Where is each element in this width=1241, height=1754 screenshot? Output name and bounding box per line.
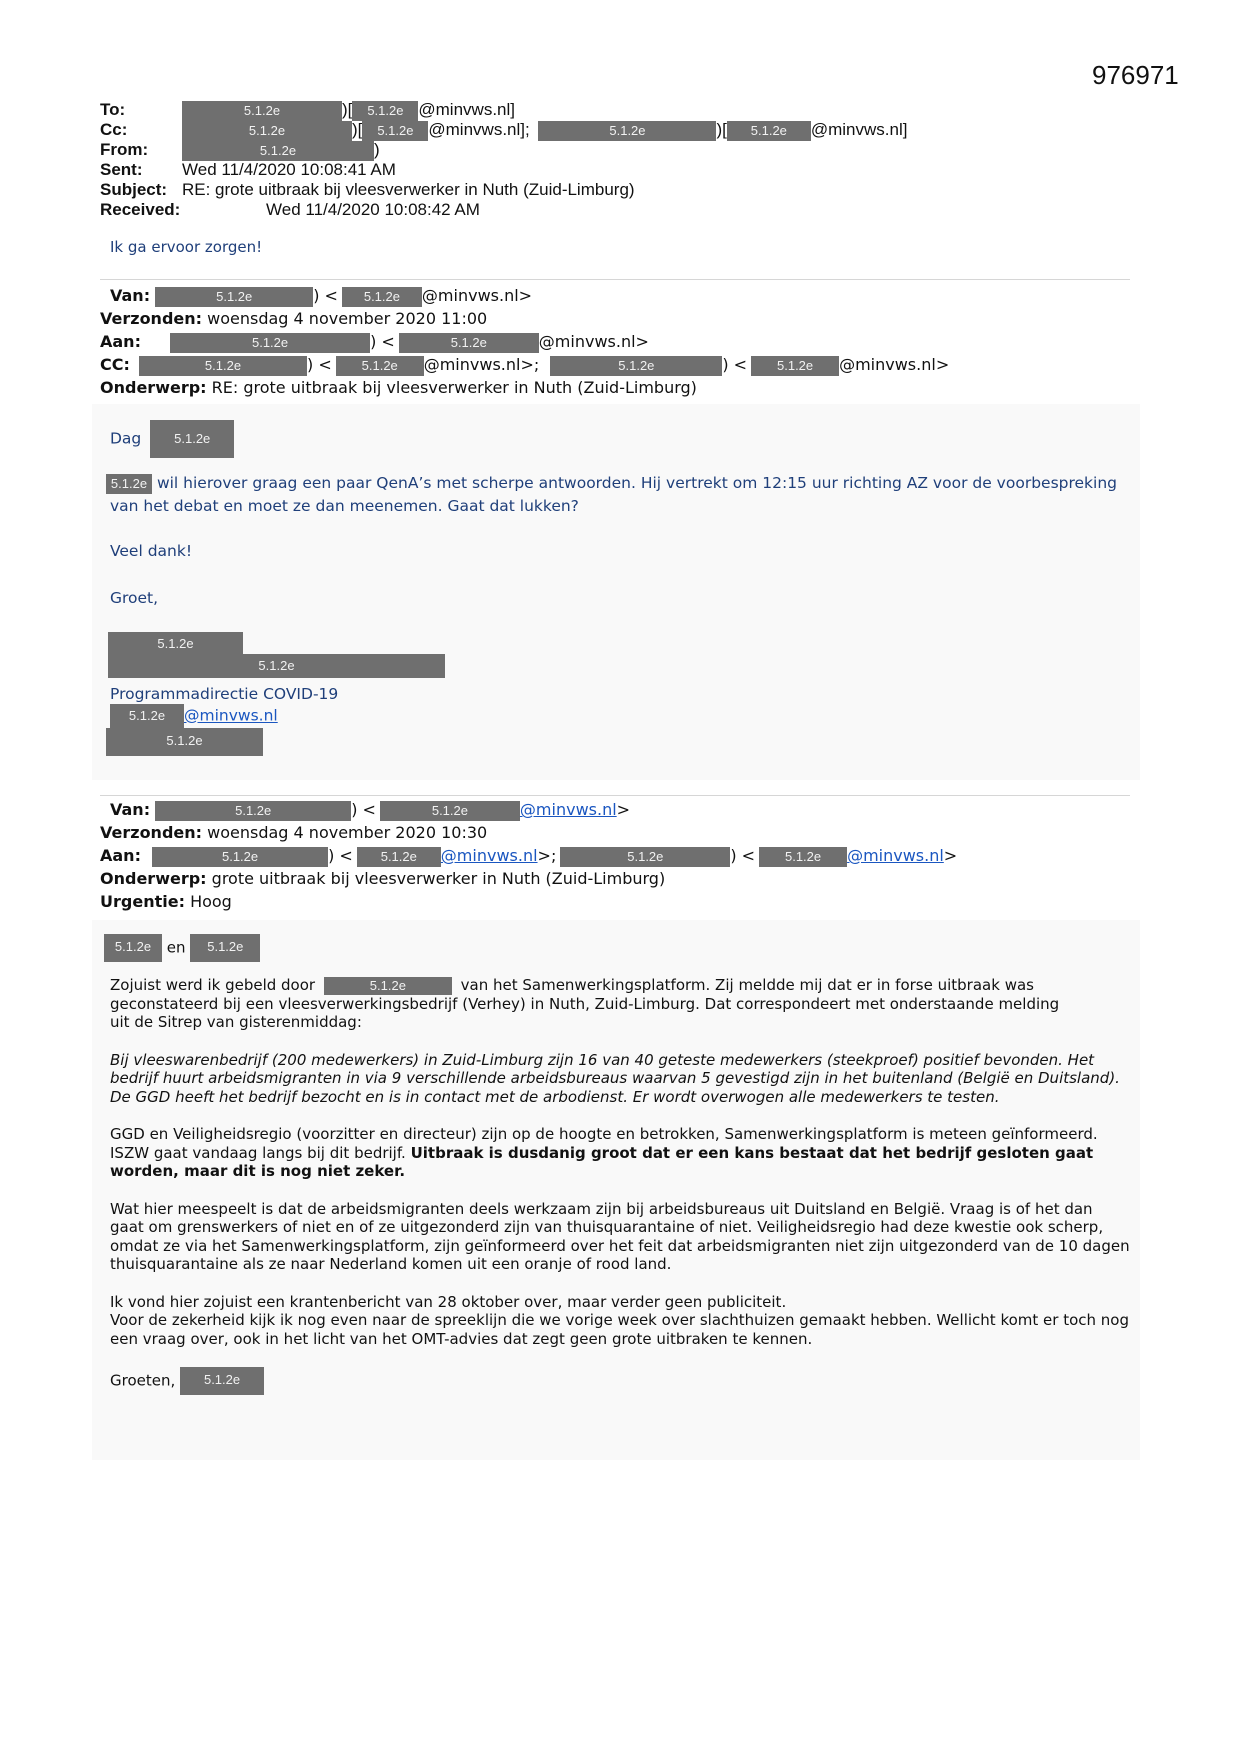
department-line: Programmadirectie COVID-19 <box>110 685 339 703</box>
paragraph-migrants: Wat hier meespeelt is dat de arbeidsmigranten deels werkzaam zijn bij arbeidsbureaus uit Duitsland en België. Vraag is of het dan gaat om grenswerkers of niet en of ze uitgezonderd zijn van thuisquarantaine of niet. Veiligheidsregio had deze kwestie ook scherp, omdat ze via het Samenwerkingsplatform, zijn geïnformeerd over het feit dat arbeidsmigranten niet zijn uitgezonderd van de 10 dagen thuisquarantaine als ze naar Nederland komen uit een oranje of rood land. <box>110 1199 1130 1273</box>
email-link[interactable]: @minvws.nl <box>184 706 278 725</box>
redaction: 5.1.2e <box>751 356 839 376</box>
signature-title-redaction: 5.1.2e <box>108 654 445 678</box>
redaction: 5.1.2e <box>324 977 452 995</box>
redaction: 5.1.2e <box>155 287 313 307</box>
subject-label: Subject: <box>100 180 168 199</box>
from-label: From: <box>100 140 149 159</box>
redaction: 5.1.2e <box>342 287 422 307</box>
document-number: 976971 <box>1092 60 1179 90</box>
redaction: 5.1.2e <box>560 847 730 867</box>
redaction: 5.1.2e <box>759 847 847 867</box>
urgentie-row: Urgentie: Hoog <box>100 892 232 911</box>
verzonden-row: Verzonden: woensdag 4 november 2020 11:00 <box>100 309 488 328</box>
to-label: To: <box>100 100 126 119</box>
separator <box>100 279 1130 280</box>
redaction: 5.1.2e <box>538 121 716 141</box>
request-line-2: van het debat en moet ze dan meenemen. Gaat dat lukken? <box>110 497 579 515</box>
redaction: 5.1.2e <box>380 801 520 821</box>
aan-row-3: Aan: 5.1.2e ) < 5.1.2e @minvws.nl>; 5.1.2e ) < 5.1.2e @minvws.nl> <box>100 846 958 865</box>
received-value: Wed 11/4/2020 10:08:42 AM <box>266 200 480 219</box>
onderwerp-row: Onderwerp: RE: grote uitbraak bij vleesverwerker in Nuth (Zuid-Limburg) <box>100 378 697 397</box>
redaction: 5.1.2e <box>170 333 370 353</box>
redaction: 5.1.2e <box>180 1367 264 1395</box>
redaction: 5.1.2e <box>139 356 307 376</box>
reply-text: Ik ga ervoor zorgen! <box>110 238 263 256</box>
message-body-text <box>110 976 1130 1414</box>
aan-row: Aan: 5.1.2e ) < 5.1.2e @minvws.nl> <box>100 332 649 351</box>
request-line-1: 5.1.2e wil hierover graag een paar QenA’s met scherpe antwoorden. Hij vertrekt om 12:15 uur richting AZ voor de voorbespreking <box>106 472 1117 495</box>
greeting-line: Dag 5.1.2e <box>110 420 234 458</box>
redaction: 5.1.2e <box>362 121 428 141</box>
redaction: 5.1.2e <box>550 356 722 376</box>
signature-name-redaction: 5.1.2e <box>108 632 243 656</box>
thanks-line: Veel dank! <box>110 542 193 560</box>
phone-redaction: 5.1.2e <box>106 728 263 756</box>
redaction: 5.1.2e <box>150 420 234 458</box>
redaction: 5.1.2e <box>182 141 374 161</box>
van-row: Van: 5.1.2e ) < 5.1.2e @minvws.nl> <box>110 286 533 305</box>
paragraph-press: Ik vond hier zojuist een krantenbericht van 28 oktober over, maar verder geen publiciteit. Voor de zekerheid kijk ik nog even naar de spreeklijn die we vorige week over slachthuizen gemaakt hebben. Wellicht komt er toch nog een vraag over, ook in het licht van het OMT-advies dat zegt geen grote uitbraken te kennen. <box>110 1292 1129 1348</box>
email-header-3 <box>100 798 957 913</box>
redaction: 5.1.2e <box>399 333 539 353</box>
sent-value: Wed 11/4/2020 10:08:41 AM <box>182 160 396 179</box>
paragraph-status: GGD en Veiligheidsregio (voorzitter en directeur) zijn op de hoogte en betrokken, Samenwerkingsplatform is meteen geïnformeerd. ISZW gaat vandaag langs bij dit bedrijf. Uitbraak is dusdanig groot dat er een kans bestaat dat het bedrijf gesloten gaat worden, maar dit is nog niet zeker. <box>110 1125 1098 1180</box>
redaction: 5.1.2e <box>152 847 328 867</box>
received-label: Received: <box>100 200 181 219</box>
paragraph-sitrep: Bij vleeswarenbedrijf (200 medewerkers) in Zuid-Limburg zijn 16 van 40 geteste medewerkers (steekproef) positief bevonden. Het bedrijf huurt arbeidsmigranten in via 9 verschillende arbeidsbureaus waarvan 5 gevestigd zijn in het buitenland (België en Duitsland). De GGD heeft het bedrijf bezocht en is in contact met de arbodienst. Er wordt overwogen alle medewerkers te testen. <box>110 1050 1120 1106</box>
cc-label: Cc: <box>100 120 128 139</box>
regards-line: Groet, <box>110 589 159 607</box>
redaction: 5.1.2e <box>190 934 260 962</box>
closing-line: Groeten, 5.1.2e <box>110 1367 1130 1395</box>
sent-label: Sent: <box>100 160 143 179</box>
redaction: 5.1.2e <box>104 934 162 962</box>
verzonden-row-3: Verzonden: woensdag 4 november 2020 10:30 <box>100 823 488 842</box>
separator <box>100 795 1130 796</box>
signature-email-line <box>110 704 278 728</box>
redaction: 5.1.2e <box>727 121 811 141</box>
paragraph-call: Zojuist werd ik gebeld door 5.1.2e van het Samenwerkingsplatform. Zij meldde mij dat er in forse uitbraak was geconstateerd bij een vleesverwerkingsbedrijf (Verhey) in Nuth, Zuid-Limburg. Dat correspondeert met onderstaande melding uit de Sitrep van gisterenmiddag: <box>110 976 1060 1031</box>
subject-value: RE: grote uitbraak bij vleesverwerker in Nuth (Zuid-Limburg) <box>182 180 635 199</box>
redaction: 5.1.2e <box>106 474 152 494</box>
redaction: 5.1.2e <box>182 101 342 121</box>
redaction: 5.1.2e <box>352 101 418 121</box>
redaction: 5.1.2e <box>357 847 441 867</box>
addressees-line: 5.1.2e en 5.1.2e <box>104 934 260 962</box>
onderwerp-row-3: Onderwerp: grote uitbraak bij vleesverwerker in Nuth (Zuid-Limburg) <box>100 869 666 888</box>
redaction: 5.1.2e <box>336 356 424 376</box>
cc-row-2: CC: 5.1.2e ) < 5.1.2e @minvws.nl>; 5.1.2e ) < 5.1.2e @minvws.nl> <box>100 355 950 374</box>
redaction: 5.1.2e <box>155 801 351 821</box>
redaction: 5.1.2e <box>182 121 352 141</box>
email-header-2 <box>100 284 949 399</box>
redaction: 5.1.2e <box>110 704 184 728</box>
van-row-3: Van: 5.1.2e ) < 5.1.2e @minvws.nl> <box>110 800 631 819</box>
